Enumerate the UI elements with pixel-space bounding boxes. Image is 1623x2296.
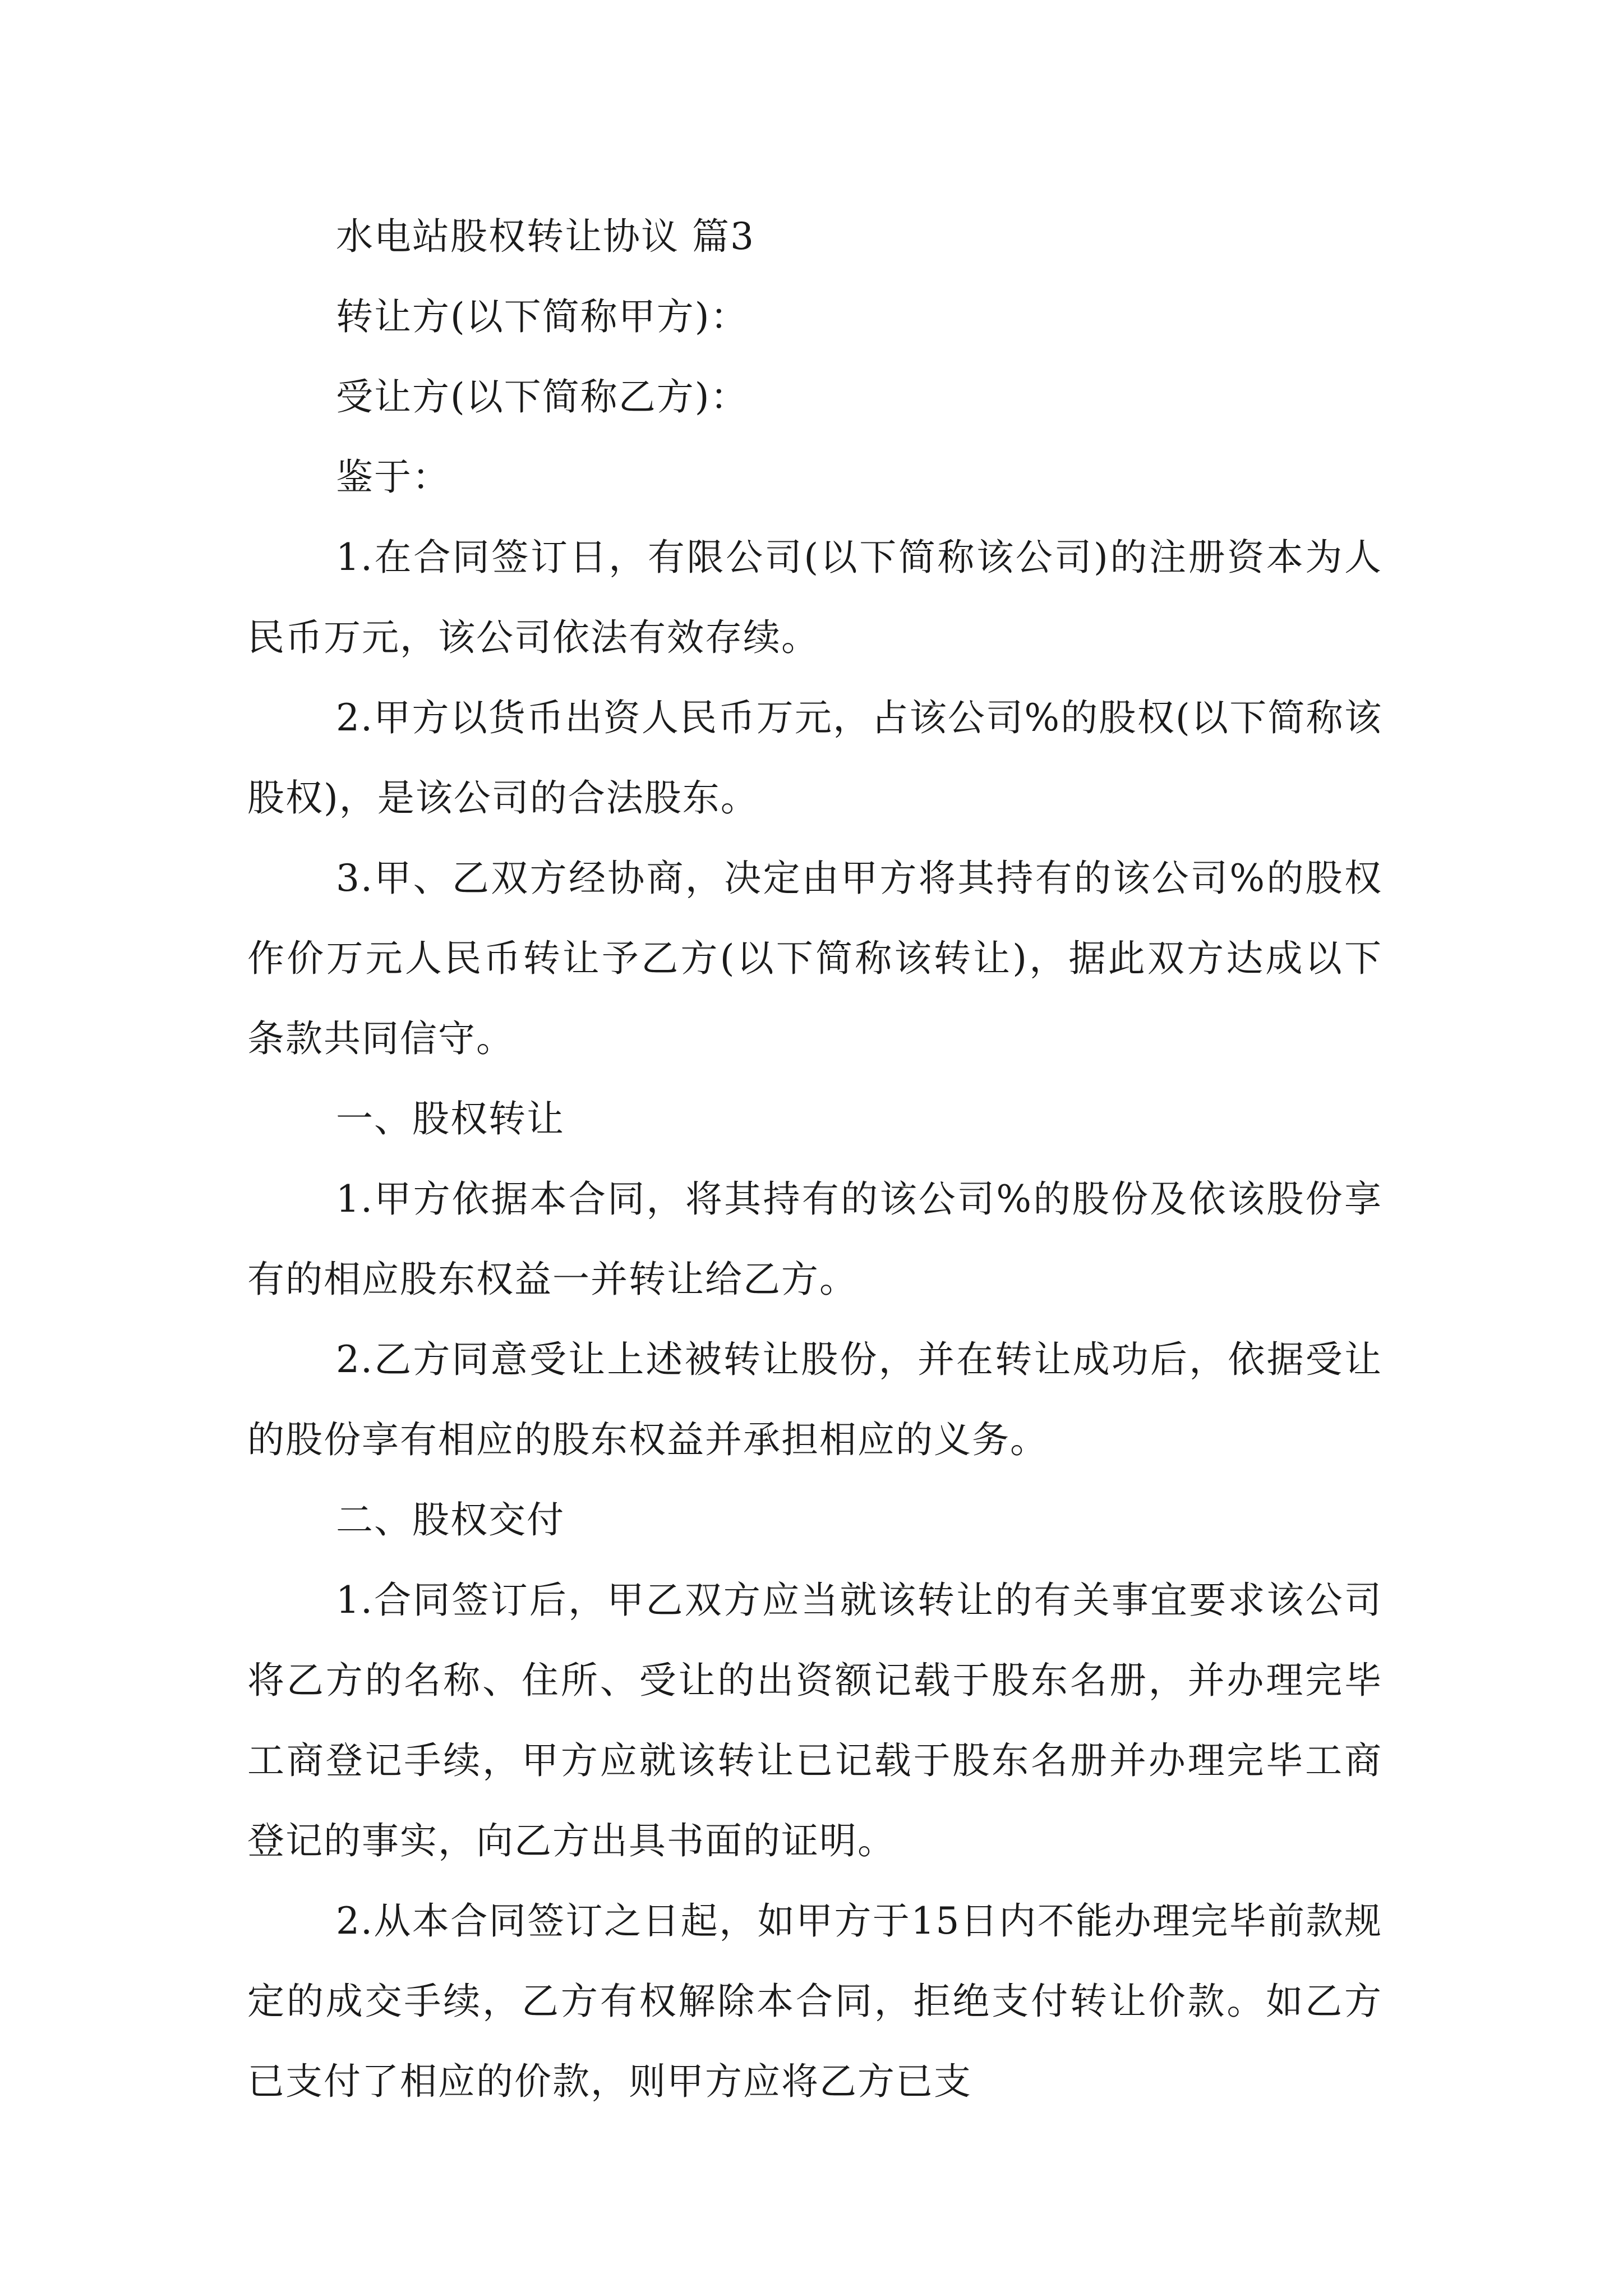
equity-transfer-clause-2: 2.乙方同意受让上述被转让股份，并在转让成功后，依据受让的股份享有相应的股东权益并承担相应的义务。 (247, 1338, 1382, 1461)
transferee-line: 受让方(以下简称乙方)： (336, 375, 749, 418)
equity-delivery-clause-2: 2.从本合同签订之日起，如甲方于15日内不能办理完毕前款规定的成交手续，乙方有权解除本合同，拒绝支付转让价款。如乙方已支付了相应的价款，则甲方应将乙方已支 (247, 1899, 1382, 2103)
section-heading-equity-delivery: 二、股权交付 (336, 1498, 565, 1542)
document-body (247, 196, 1382, 2122)
transferor-line: 转让方(以下简称甲方)： (336, 295, 749, 338)
whereas-clause-3: 3.甲、乙双方经协商，决定由甲方将其持有的该公司%的股权作价万元人民币转让予乙方(以下简称该转让)，据此双方达成以下条款共同信守。 (247, 857, 1382, 1060)
whereas-clause-1: 1.在合同签订日，有限公司(以下简称该公司)的注册资本为人民币万元，该公司依法有效存续。 (247, 536, 1382, 659)
whereas-heading: 鉴于： (336, 455, 450, 499)
section-heading-equity-transfer: 一、股权转让 (336, 1097, 565, 1140)
document-title: 水电站股权转让协议 篇3 (336, 215, 755, 258)
equity-delivery-clause-1: 1.合同签订后，甲乙双方应当就该转让的有关事宜要求该公司将乙方的名称、住所、受让的出资额记载于股东名册，并办理完毕工商登记手续，甲方应就该转让已记载于股东名册并办理完毕工商登记的事实，向乙方出具书面的证明。 (247, 1579, 1382, 1862)
equity-transfer-clause-1: 1.甲方依据本合同，将其持有的该公司%的股份及依该股份享有的相应股东权益一并转让给乙方。 (247, 1177, 1382, 1301)
whereas-clause-2: 2.甲方以货币出资人民币万元，占该公司%的股权(以下简称该股权)，是该公司的合法股东。 (247, 696, 1382, 820)
